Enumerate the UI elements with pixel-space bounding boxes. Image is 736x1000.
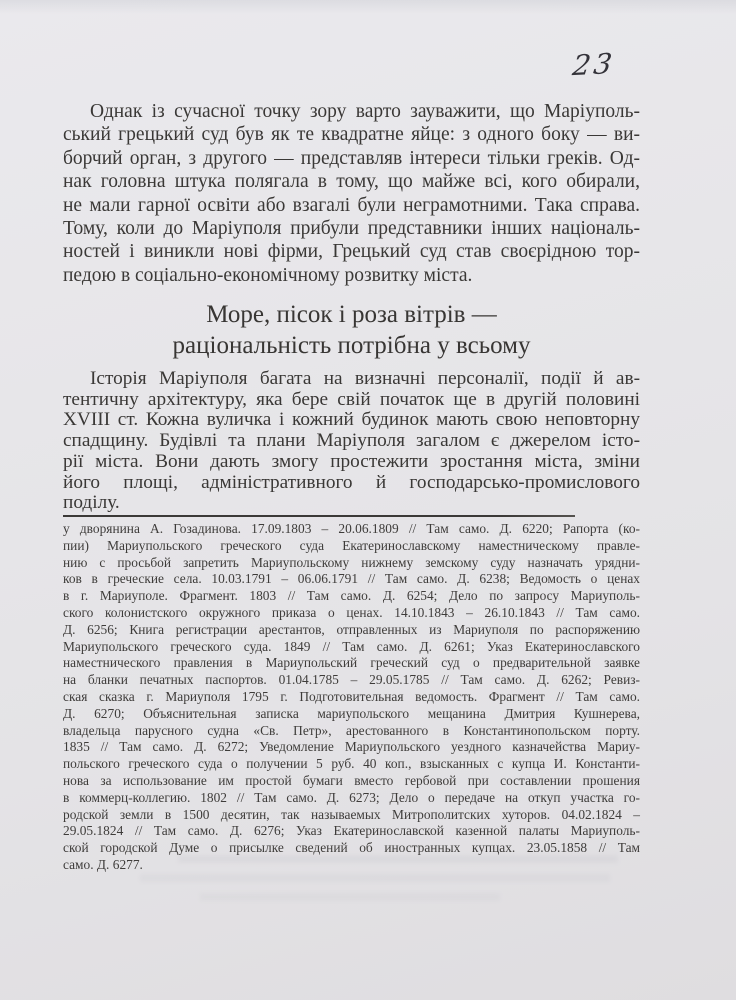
text-line: XVIII ст. Кожна вуличка і кожний будинок мають свою неповторну <box>63 409 640 431</box>
text-line: на бланки печатных паспортов. 01.04.1785 – 29.05.1785 // Там само. Д. 6262; Ревиз- <box>63 672 640 688</box>
text-line: ков в греческие села. 10.03.1791 – 06.06.1791 // Там само. Д. 6238; Ведомость о ценах <box>63 571 640 587</box>
text-line: нова за использование им простой бумаги вместо гербовой при составлении прошения <box>63 772 640 788</box>
text-line: само. Д. 6277. <box>63 856 143 872</box>
text-line: ского колонистского окружного приказа о ценах. 14.10.1843 – 26.10.1843 // Там само. <box>63 604 640 620</box>
text-line: його площі, адміністративного й господарсько-промислового <box>63 471 640 493</box>
text-line: 1835 // Там само. Д. 6272; Уведомление Мариупольского уездного казначейства Мариу- <box>63 739 640 755</box>
text-line: нию с просьбой запретить Мариупольскому нижнему земскому суду назначать урядни- <box>63 554 640 570</box>
section-heading <box>63 299 640 361</box>
text-line: ський грецький суд був як те квадратне яйце: з одного боку — ви- <box>63 124 640 146</box>
text-line: борчий орган, з другого — представляв інтереси тільки греків. Од- <box>63 147 640 169</box>
text-line: Тому, коли до Маріуполя прибули представники інших національ- <box>63 218 640 240</box>
intro-paragraph <box>63 100 640 287</box>
text-line: 29.05.1824 // Там само. Д. 6276; Указ Екатеринославской казенной палаты Мариуполь- <box>63 823 640 839</box>
text-line: Мариупольского греческого суда. 1849 // Там само. Д. 6261; Указ Екатеринославского <box>63 638 640 654</box>
section-heading-line1: Море, пісок і роза вітрів — <box>206 301 497 328</box>
text-line: наместнического правления в Мариупольский греческий суд о предварительной заявке <box>63 655 640 671</box>
text-line: владельца парусного судна «Св. Петр», арестованного в Константинопольском порту. <box>63 722 640 738</box>
text-line: тентичну архітектуру, яка бере свій початок ще в другій половині <box>63 388 640 410</box>
show-through-ghost-line <box>140 874 610 882</box>
text-line: родской земли в 1500 десятин, так называемых Митрополитских хуторов. 04.02.1824 – <box>63 806 640 822</box>
text-line: поділу. <box>63 492 120 514</box>
footnote-separator-rule <box>63 515 575 517</box>
text-line: Д. 6270; Объяснительная записка мариупольского мещанина Дмитрия Кушнерева, <box>63 705 640 721</box>
text-line: ской городской Думе о присылке сведений об иностранных купцах. 23.05.1858 // Там <box>63 840 640 856</box>
text-line: в коммерц-коллегию. 1802 // Там само. Д. 6273; Дело о передаче на откуп участка го- <box>63 789 640 805</box>
page-number: 23 <box>571 46 618 83</box>
show-through-ghost-line <box>200 893 500 901</box>
text-line: нак головна штука полягала в тому, що майже всі, кого обирали, <box>63 171 640 193</box>
footnote-block <box>63 521 640 874</box>
text-line: Історія Маріуполя багата на визначні персоналії, події й ав- <box>90 368 640 389</box>
text-line: рії міста. Вони дають змогу простежити зростання міста, зміни <box>63 450 640 472</box>
text-line: ностей і виникли нові фірми, Грецький суд став своєрідною тор- <box>63 241 640 263</box>
text-line: в г. Мариуполе. Фрагмент. 1803 // Там само. Д. 6254; Дело по запросу Мариуполь- <box>63 588 640 604</box>
section-paragraph <box>63 369 640 514</box>
text-line: Д. 6256; Книга регистрации арестантов, отправленных из Мариуполя по распоряжению <box>63 621 640 637</box>
section-heading-line2: раціональність потрібна у всьому <box>172 332 531 359</box>
text-line: польского греческого суда о получении 5 руб. 40 коп., взысканных с купца И. Константи- <box>63 756 640 772</box>
text-line: у дворянина А. Гозадинова. 17.09.1803 – 20.06.1809 // Там само. Д. 6220; Рапорта (ко- <box>63 521 640 536</box>
text-line: спадщину. Будівлі та плани Маріуполя загалом є джерелом істо- <box>63 430 640 452</box>
text-line: ская сказка г. Мариуполя 1795 г. Подготовительная ведомость. Фрагмент // Там само. <box>63 688 640 704</box>
text-line: Однак із сучасної точку зору варто зауважити, що Маріуполь- <box>90 101 640 122</box>
text-line: не мали гарної освіти або взагалі були неграмотними. Така справа. <box>63 194 640 216</box>
text-line: пии) Мариупольского греческого суда Екатеринославскому наместническому правле- <box>63 537 640 553</box>
text-line: педою в соціально-економічному розвитку міста. <box>63 264 473 286</box>
